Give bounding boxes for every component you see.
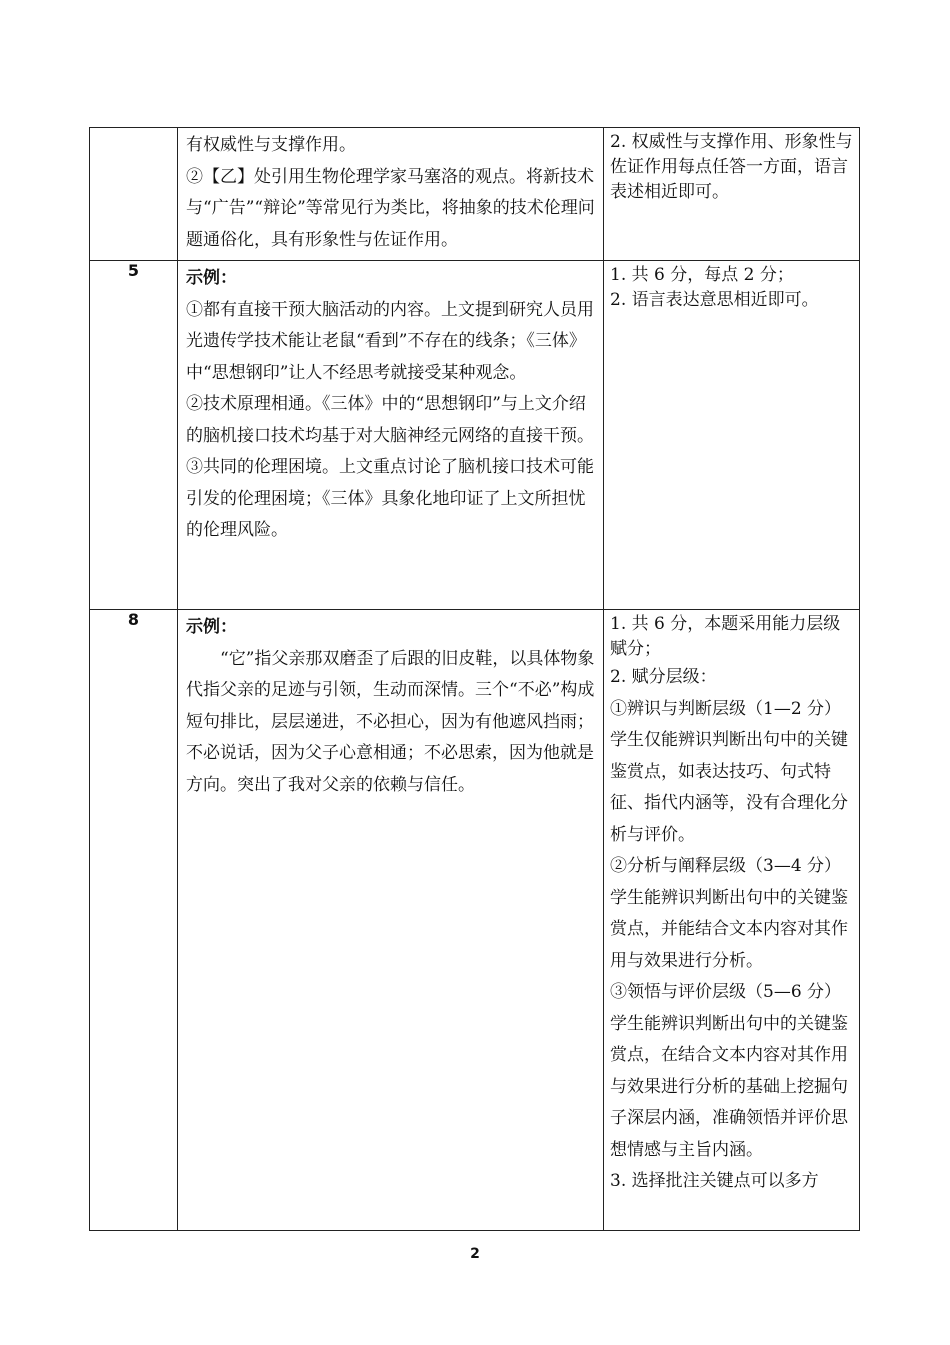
answer-cell: [178, 261, 604, 610]
scoring-note-cell: [604, 610, 860, 1231]
answer-cell: [178, 610, 604, 1231]
answer-line: 有权威性与支撑作用。: [186, 135, 356, 155]
answer-line: ②【乙】处引用生物伦理学家马塞洛的观点。将新技术与“广告”“辩论”等常见行为类比，将抽象的技术伦理问题通俗化，具有形象性与佐证作用。: [186, 166, 595, 250]
answer-table: [89, 127, 860, 1231]
answer-line: ②技术原理相通。《三体》中的“思想钢印”与上文介绍的脑机接口技术均基于对大脑神经元网络的直接干预。: [186, 394, 594, 446]
page-number: 2: [470, 1246, 480, 1262]
scoring-note: 2. 权威性与支撑作用、形象性与佐证作用每点任答一方面，语言表述相近即可。: [610, 132, 853, 202]
scoring-note: 2. 语言表达意思相近即可。: [610, 290, 819, 310]
scoring-note-cell: [604, 261, 860, 610]
answer-line: ①都有直接干预大脑活动的内容。上文提到研究人员用光遗传学技术能让老鼠“看到”不存在的线条；《三体》中“思想钢印”让人不经思考就接受某种观念。: [186, 299, 594, 383]
scoring-note-cell: [604, 128, 860, 261]
scoring-note: 3. 选择批注关键点可以多方: [610, 1171, 819, 1191]
table-row: [90, 128, 860, 261]
question-number: 5: [90, 261, 178, 610]
table-row: [90, 261, 860, 610]
answer-cell: [178, 128, 604, 261]
scoring-note: 2. 赋分层级：: [610, 667, 717, 687]
example-label: 示例：: [186, 268, 237, 288]
question-number: 8: [90, 610, 178, 1231]
scoring-note: ②分析与阐释层级（3—4 分）学生能辨识判断出句中的关键鉴赏点，并能结合文本内容对其作用与效果进行分析。: [610, 856, 848, 971]
scoring-note: 1. 共 6 分，本题采用能力层级赋分；: [610, 614, 841, 659]
answer-paragraph: “它”指父亲那双磨歪了后跟的旧皮鞋，以具体物象代指父亲的足迹与引领，生动而深情。三个“不必”构成短句排比，层层递进，不必担心，因为有他遮风挡雨；不必说话，因为父子心意相通；不必思索，因为他就是方向。突出了我对父亲的依赖与信任。: [186, 648, 595, 795]
example-label: 示例：: [186, 617, 237, 637]
scoring-note: ③领悟与评价层级（5—6 分）学生能辨识判断出句中的关键鉴赏点，在结合文本内容对其作用与效果进行分析的基础上挖掘句子深层内涵，准确领悟并评价思想情感与主旨内涵。: [610, 982, 848, 1160]
answer-line: ③共同的伦理困境。上文重点讨论了脑机接口技术可能引发的伦理困境；《三体》具象化地印证了上文所担忧的伦理风险。: [186, 457, 594, 540]
question-number: [90, 128, 178, 261]
scoring-note: 1. 共 6 分，每点 2 分；: [610, 265, 794, 285]
scoring-note: ①辨识与判断层级（1—2 分）学生仅能辨识判断出句中的关键鉴赏点，如表达技巧、句式特征、指代内涵等，没有合理化分析与评价。: [610, 698, 848, 845]
table-row: [90, 610, 860, 1231]
